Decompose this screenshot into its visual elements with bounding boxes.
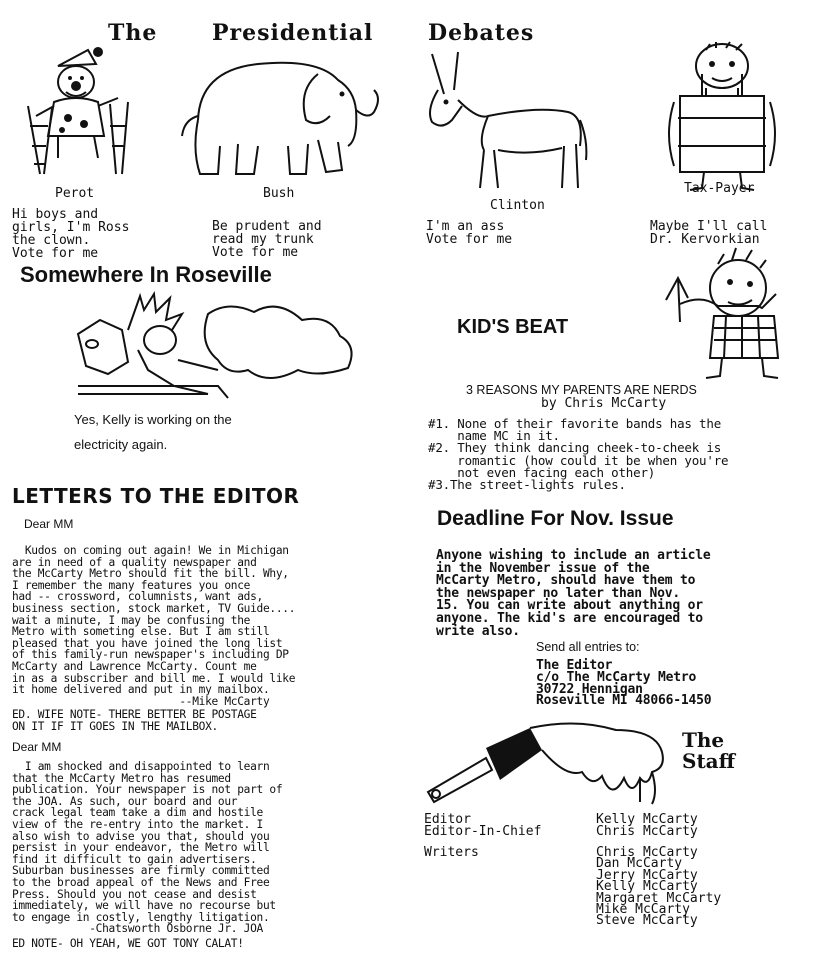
letters-heading: LETTERS TO THE EDITOR — [12, 484, 300, 508]
banner-title-the: The — [108, 20, 158, 46]
roseville-heading: Somewhere In Roseville — [20, 262, 272, 287]
kids-beat-byline: by Chris McCarty — [541, 396, 667, 411]
roseville-caption-line-2: electricity again. — [74, 437, 168, 452]
letter-2-body: I am shocked and disappointed to learn that the McCarty Metro has resumed publication. Your newspaper is not part of the JOA. As such, our board and our crack legal team take a dim and hostile view of the re-entry into the market. I also wish to advise you that, should you persist in your endeavor, the Metro will find it difficult to gain advertisers. Suburban businesses are firmly committed to the broad appeal of the News and Free Press. Should you not cease and desist immediately, we will have no recourse but to engage in costly, lengthy litigation. -Chatsworth Osborne Jr. JOA — [12, 760, 283, 936]
candidate-name-bush: Bush — [263, 186, 295, 201]
letter-1-note: ED. WIFE NOTE- THERE BETTER BE POSTAGE ON IT IF IT GOES IN THE MAILBOX. — [12, 708, 257, 733]
staff-heading-the: The — [682, 728, 725, 752]
donkey-icon — [418, 50, 588, 190]
electrocution-icon — [78, 290, 368, 402]
letter-1-body: Kudos on coming out again! We in Michigan are in need of a quality newspaper and the McCarty Metro should fit the bill. Why, I remember the many features you once had -- crossword, columnists, want ads, business section, stock market, TV Guide.... wait a minute, I may be confusing the Metro with someting else. But I am still pleased that you have joined the long list of this family-run newspaper's including DP McCarty and Lawrence McCarty. Count me in as a subscriber and bill me. I would like it home delivered and put in my mailbox. --Mike McCarty — [12, 544, 296, 708]
letter-2-salutation: Dear MM — [12, 740, 62, 754]
staff-role-editor-in-chief: Editor-In-Chief — [424, 824, 542, 839]
roseville-caption-line-1: Yes, Kelly is working on the — [74, 412, 232, 427]
staff-names-editor-in-chief: Chris McCarty — [596, 824, 698, 839]
deadline-send-label: Send all entries to: — [536, 640, 640, 654]
staff-role-editor: Editor — [424, 812, 471, 827]
barrel-man-icon — [650, 42, 800, 192]
letter-2-note: ED NOTE- OH YEAH, WE GOT TONY CALAT! — [12, 937, 244, 950]
banner-title-presidential: Presidential — [212, 20, 374, 46]
candidate-name-taxpayer: Tax-Payer — [684, 181, 755, 196]
deadline-address: The Editor c/o The McCarty Metro 30722 Hennigan Roseville MI 48066-1450 — [536, 658, 712, 709]
staff-names-writers: Chris McCarty Dan McCarty Jerry McCarty Kelly McCarty Margaret McCarty Mike McCarty Steve McCarty — [596, 845, 722, 929]
candidate-quote-perot: Hi boys and girls, I'm Ross the clown. Vote for me — [12, 207, 130, 261]
letter-1-salutation: Dear MM — [24, 517, 74, 531]
clown-icon — [18, 46, 148, 176]
banner-title-debates: Debates — [428, 20, 535, 46]
deadline-body: Anyone wishing to include an article in the November issue of the McCarty Metro, should have them to the newspaper no later than Nov. 15. You can write about anything or anyone. The kid's are encouraged to write also. — [436, 548, 711, 639]
kids-beat-subtitle: 3 REASONS MY PARENTS ARE NERDS — [466, 383, 697, 397]
candidate-quote-taxpayer: Maybe I'll call Dr. Kervorkian — [650, 219, 768, 247]
slingshot-kid-icon — [666, 248, 812, 380]
paintbrush-icon — [426, 718, 672, 808]
staff-role-writers: Writers — [424, 845, 479, 860]
staff-heading-staff: Staff — [682, 749, 736, 773]
candidate-name-clinton: Clinton — [490, 198, 545, 213]
staff-names-editor: Kelly McCarty — [596, 812, 698, 827]
candidate-name-perot: Perot — [55, 186, 95, 201]
candidate-quote-clinton: I'm an ass Vote for me — [426, 219, 513, 247]
deadline-heading: Deadline For Nov. Issue — [437, 507, 674, 530]
kids-beat-reasons: #1. None of their favorite bands has the name MC in it. #2. They think dancing cheek-to-cheek is romantic (how could it be when you're not even facing each other) #3.The street-lights rules. — [428, 416, 729, 493]
kids-beat-heading: KID'S BEAT — [457, 316, 569, 338]
candidate-quote-bush: Be prudent and read my trunk Vote for me — [212, 219, 322, 260]
elephant-icon — [178, 50, 388, 180]
